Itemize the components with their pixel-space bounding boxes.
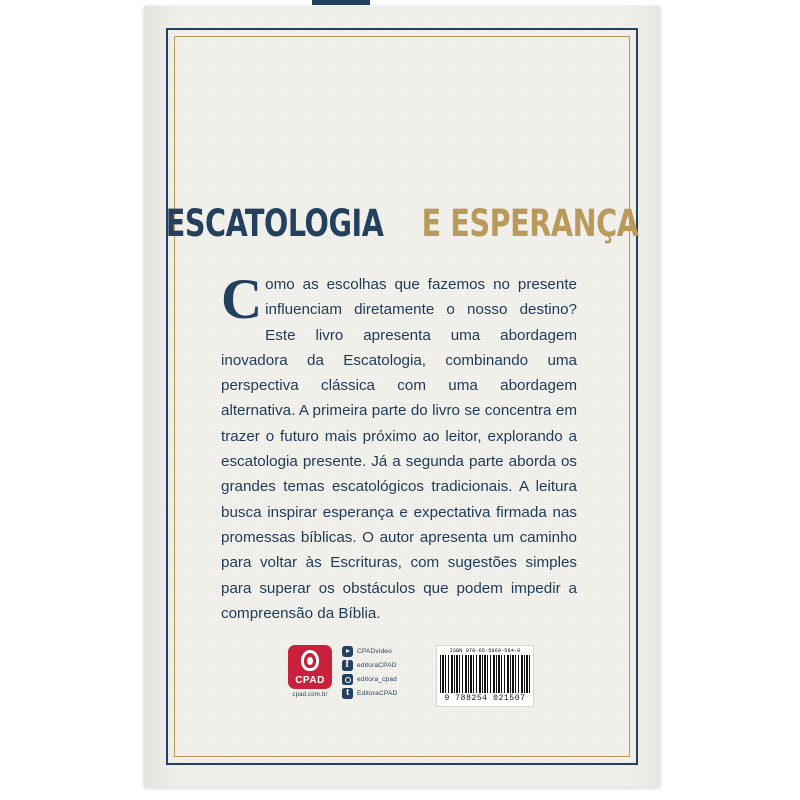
youtube-icon [342,646,353,657]
blurb-dropcap: C [221,268,263,331]
ean-digits: 9 788254 021507 [444,694,526,703]
social-handles-list [342,646,397,699]
book-title-primary: ESCATOLOGIA [166,202,384,245]
book-spine-sliver [312,0,370,5]
book-title-secondary: E ESPERANÇA [421,202,639,245]
barcode-bars [440,655,532,693]
publisher-logo [284,645,336,698]
social-row [342,660,397,671]
instagram-icon [342,674,353,685]
flame-dot-icon [307,657,313,665]
blurb-text: omo as escolhas que fazemos no presente influenciam diretamente o nosso destino? Este livro apresenta uma abordagem inovadora da Escatologia, combinando uma perspectiva clássica com uma abordagem alternativa. A primeira parte do livro se concentra em trazer o futuro mais próximo ao leitor, explorando a escatologia presente. Já a segunda parte aborda os grandes temas escatológicos tradicionais. A leitura busca inspirar esperança e expectativa firmada nas promessas bíblicas. O autor apresenta um caminho para voltar às Escrituras, com sugestões simples para superar os obstáculos que podem impedir a compreensão da Bíblia. [221,276,577,622]
cpad-logo-badge [288,645,332,689]
publisher-website: cpad.com.br [292,692,328,698]
social-handle: EditoraCPAD [357,690,398,697]
cpad-wordmark: CPAD [295,675,325,686]
cover-footer [284,645,534,713]
social-handle: CPADvideo [357,648,392,655]
social-row [342,674,397,685]
social-row [342,688,397,699]
book-back-cover [144,6,660,787]
facebook-icon [342,660,353,671]
barcode [436,645,534,707]
social-handle: editora_cpad [357,676,397,683]
twitter-icon [342,688,353,699]
book-title [144,202,660,245]
social-handle: editoraCPAD [357,662,397,669]
social-row [342,646,397,657]
book-blurb [221,268,577,626]
isbn-text: ISBN 978-65-5968-584-8 [449,648,521,654]
